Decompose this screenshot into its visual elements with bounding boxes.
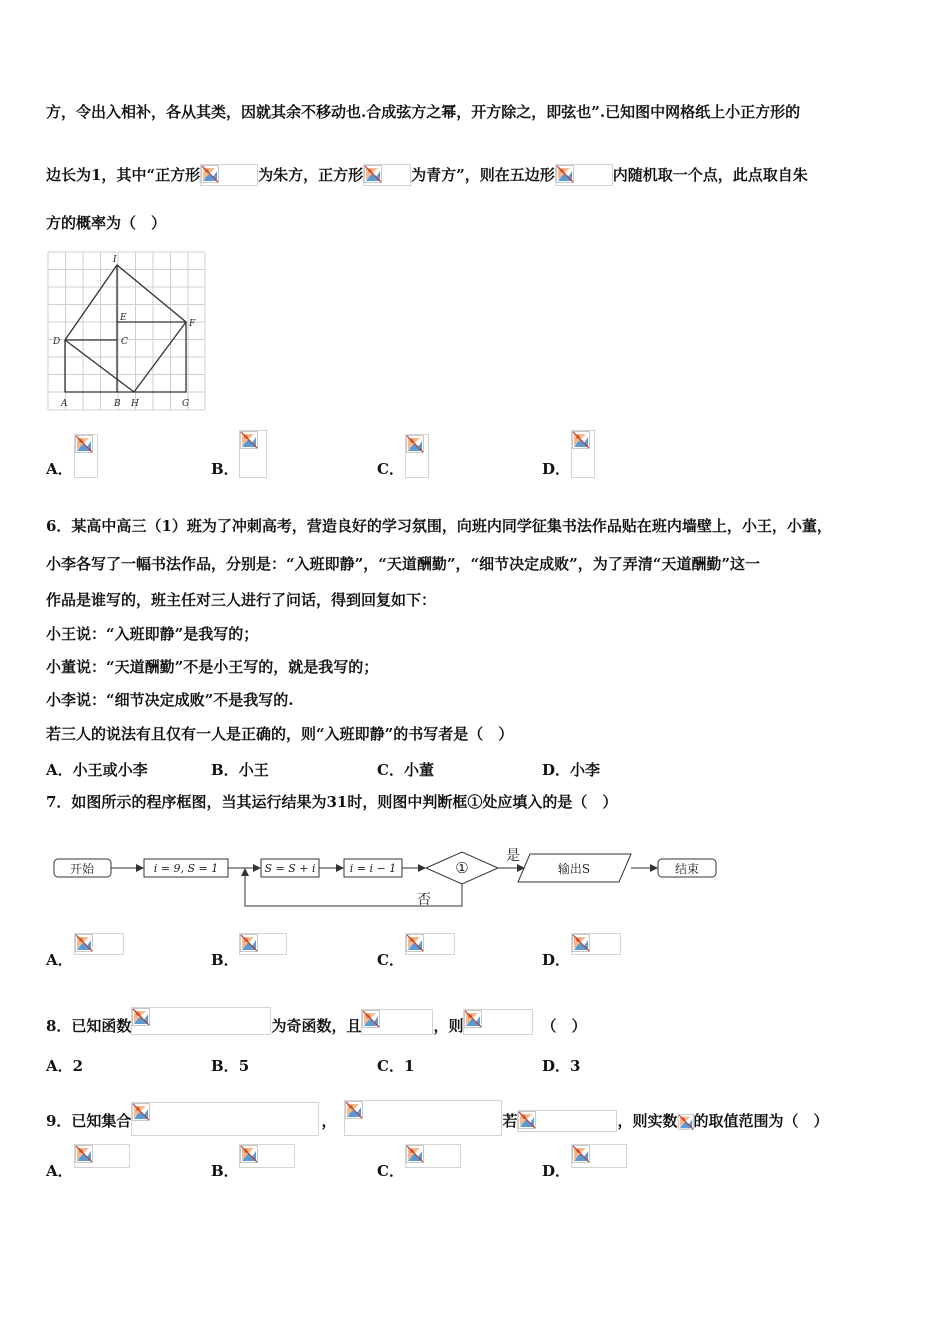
broken-image-icon <box>131 1102 319 1136</box>
figure-label-I: I <box>113 255 117 265</box>
q8-option-d[interactable] <box>542 1055 580 1076</box>
flow-decrement-text: i = i − 1 <box>349 862 397 875</box>
q8-option-a-text: 2 <box>72 1057 84 1075</box>
broken-image-icon[interactable] <box>571 933 621 955</box>
q8-line-c: ，则 <box>433 1017 464 1035</box>
figure-label-A: A <box>61 399 68 409</box>
q6-option-c[interactable] <box>377 759 434 780</box>
q8-line-b: 为奇函数，且 <box>271 1017 362 1035</box>
figure-label-G: G <box>182 399 190 409</box>
q7-line1: 7．如图所示的程序框图，当其运行结果为31时，则图中判断框①处应填入的是（ ） <box>46 793 618 811</box>
broken-image-icon <box>678 1114 694 1132</box>
q9-line-c: 若 <box>502 1112 518 1130</box>
q9-option-b-label[interactable]: B． <box>211 1162 239 1180</box>
broken-image-icon[interactable] <box>405 1144 461 1168</box>
q5-line2-d: 内随机取一个点，此点取自朱 <box>612 166 808 184</box>
broken-image-icon[interactable] <box>74 933 124 955</box>
q8-option-d-text: 3 <box>570 1057 581 1075</box>
figure-label-B: B <box>114 399 121 409</box>
q8-option-b-text: 5 <box>238 1057 250 1075</box>
q8-option-a[interactable] <box>46 1055 83 1076</box>
broken-image-icon[interactable] <box>405 434 429 478</box>
q8-option-a-label: A． <box>46 1057 73 1075</box>
q6-option-d[interactable] <box>542 759 600 780</box>
broken-image-icon[interactable] <box>239 1144 295 1168</box>
q9-line-a: 9．已知集合 <box>46 1112 132 1130</box>
flow-end-text: 结束 <box>674 862 700 876</box>
q8-option-c[interactable] <box>377 1055 414 1076</box>
q5-option-c-label[interactable]: C． <box>377 460 404 478</box>
q7-option-c-label[interactable]: C． <box>377 951 404 969</box>
q6-option-c-label: C． <box>377 761 404 779</box>
broken-image-icon[interactable] <box>239 933 287 955</box>
q5-line2-b: 为朱方，正方形 <box>258 166 364 184</box>
broken-image-icon[interactable] <box>571 1144 627 1168</box>
q6-option-d-label: D． <box>542 761 571 779</box>
figure-label-E: E <box>120 313 127 323</box>
q5-line2-a: 边长为1，其中“正方形 <box>46 166 201 184</box>
q6-line4: 小王说：“入班即静”是我写的； <box>46 625 259 643</box>
figure-label-D: D <box>53 337 61 347</box>
q6-line3: 作品是谁写的，班主任对三人进行了问话，得到回复如下： <box>46 591 437 609</box>
broken-image-icon <box>344 1100 502 1136</box>
q5-line2-c: 为青方”，则在五边形 <box>411 166 555 184</box>
q7-option-a-label[interactable]: A． <box>46 951 73 969</box>
q8-option-b-label: B． <box>211 1057 239 1075</box>
broken-image-icon <box>131 1007 271 1035</box>
flow-init-text: i = 9, S = 1 <box>153 862 219 875</box>
q8-option-c-text: 1 <box>403 1057 415 1075</box>
q9-option-c-label[interactable]: C． <box>377 1162 404 1180</box>
broken-image-icon <box>555 164 613 186</box>
q5-line3: 方的概率为（ ） <box>46 214 167 232</box>
q5-line1: 方，令出入相补，各从其类，因就其余不移动也.合成弦方之幂，开方除之，即弦也”.已知图中网格纸上小正方形的 <box>46 103 801 121</box>
q9-option-d-label[interactable]: D． <box>542 1162 571 1180</box>
program-flowchart <box>46 840 726 912</box>
q7-option-b-label[interactable]: B． <box>211 951 239 969</box>
flow-yes-label: 是 <box>506 848 520 864</box>
flow-start-text: 开始 <box>69 862 95 876</box>
q5-line2 <box>46 164 808 186</box>
q8-option-b[interactable] <box>211 1055 249 1076</box>
q8-option-d-label: D． <box>542 1057 571 1075</box>
q6-line2: 小李各写了一幅书法作品，分别是：“入班即静”，“天道酬勤”，“细节决定成败”，为了弄清“天道酬勤”这一 <box>46 555 761 573</box>
broken-image-icon[interactable] <box>571 430 595 478</box>
q6-line1: 6．某高中高三（1）班为了冲刺高考，营造良好的学习氛围，向班内同学征集书法作品贴在班内墙壁上，小王，小董， <box>46 517 832 535</box>
figure-label-F: F <box>189 319 196 329</box>
q6-line5: 小董说：“天道酬勤”不是小王写的，就是我写的； <box>46 658 379 676</box>
flow-sum-text: S = S + i <box>264 862 316 875</box>
q9-line-b: ， <box>321 1112 337 1130</box>
q9-option-a-label[interactable]: A． <box>46 1162 73 1180</box>
broken-image-icon[interactable] <box>405 933 455 955</box>
flow-no-label: 否 <box>417 892 431 908</box>
broken-image-icon <box>517 1110 617 1132</box>
q5-option-a-label[interactable]: A． <box>46 460 73 478</box>
flow-output-text: 输出S <box>557 862 591 876</box>
q6-option-b-text: 小王 <box>238 761 269 779</box>
q7-option-d-label[interactable]: D． <box>542 951 571 969</box>
flow-decision-text: ① <box>455 859 469 877</box>
q6-option-b[interactable] <box>211 759 269 780</box>
q8-line <box>46 1007 587 1036</box>
broken-image-icon <box>361 1009 433 1035</box>
broken-image-icon[interactable] <box>74 434 98 478</box>
q6-option-a-label: A． <box>46 761 73 779</box>
broken-image-icon <box>200 164 258 186</box>
q6-option-b-label: B． <box>211 761 239 779</box>
q8-line-a: 8．已知函数 <box>46 1017 132 1035</box>
figure-label-H: H <box>131 399 139 409</box>
broken-image-icon <box>363 164 411 186</box>
figure-label-C: C <box>121 337 128 347</box>
q8-option-c-label: C． <box>377 1057 404 1075</box>
broken-image-icon[interactable] <box>239 430 267 478</box>
q6-line6: 小李说：“细节决定成败”不是我写的. <box>46 691 294 709</box>
q5-option-b-label[interactable]: B． <box>211 460 239 478</box>
q6-line7: 若三人的说法有且仅有一人是正确的，则“入班即静”的书写者是（ ） <box>46 725 514 743</box>
q6-option-a[interactable] <box>46 759 148 780</box>
q5-option-d-label[interactable]: D． <box>542 460 571 478</box>
q9-line <box>46 1100 829 1136</box>
q9-line-e: 的取值范围为（ ） <box>693 1112 829 1130</box>
q6-option-a-text: 小王或小李 <box>72 761 148 779</box>
pythagoras-grid-figure <box>46 250 208 412</box>
q8-line-d: （ ） <box>541 1017 587 1035</box>
q6-option-d-text: 小李 <box>570 761 601 779</box>
broken-image-icon[interactable] <box>74 1144 130 1168</box>
q9-line-d: ，则实数 <box>617 1112 678 1130</box>
q6-option-c-text: 小董 <box>403 761 434 779</box>
broken-image-icon <box>463 1009 533 1035</box>
